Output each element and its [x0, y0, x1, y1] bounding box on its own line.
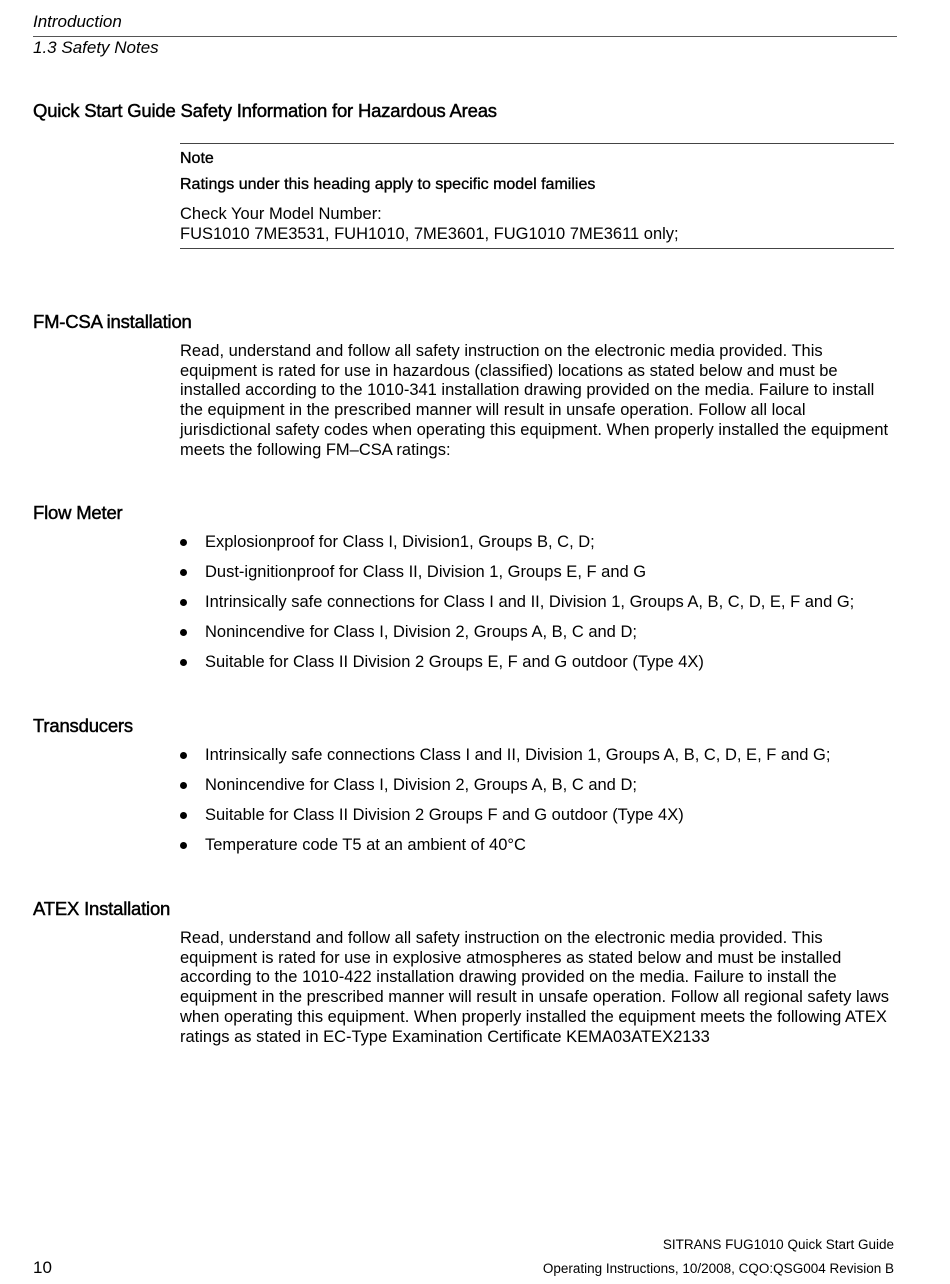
atex-heading: ATEX Installation: [33, 898, 171, 919]
flow-meter-item-text: Explosionproof for Class I, Division1, Groups B, C, D;: [205, 533, 595, 551]
flow-meter-item-text: Intrinsically safe connections for Class I and II, Division 1, Groups A, B, C, D, E, F and G;: [205, 593, 855, 611]
page-number: 10: [33, 1258, 52, 1277]
header-section: 1.3 Safety Notes: [33, 38, 159, 57]
bullet-icon: [180, 659, 187, 666]
note-top-rule: [180, 143, 894, 144]
note-label: Note: [180, 150, 214, 167]
flow-meter-item-text: Nonincendive for Class I, Division 2, Groups A, B, C and D;: [205, 623, 637, 641]
bullet-icon: [180, 599, 187, 606]
fm-csa-paragraph: Read, understand and follow all safety instruction on the electronic media provided. This equipment is rated for use in hazardous (classified) locations as stated below and must be installed according to the 1010-341 installation drawing provided on the media. Failure to install the equipment in the prescribed manner will result in unsafe operation. Follow all local jurisdictional safety codes when operating this equipment. When properly installed the equipment meets the following FM–CSA ratings:: [180, 342, 889, 459]
note-subtitle: Ratings under this heading apply to specific model families: [180, 176, 596, 193]
transducers-item-text: Temperature code T5 at an ambient of 40°C: [205, 836, 526, 854]
flow-meter-item-text: Dust-ignitionproof for Class II, Division 1, Groups E, F and G: [205, 563, 647, 581]
bullet-icon: [180, 539, 187, 546]
note-bottom-rule: [180, 248, 894, 249]
main-heading: Quick Start Guide Safety Information for Hazardous Areas: [33, 100, 497, 121]
bullet-icon: [180, 752, 187, 759]
fm-csa-heading: FM-CSA installation: [33, 311, 192, 332]
note-line-1: Check Your Model Number:: [180, 205, 382, 223]
bullet-icon: [180, 842, 187, 849]
note-line-2: FUS1010 7ME3531, FUH1010, 7ME3601, FUG1010 7ME3611 only;: [180, 225, 679, 243]
header-divider: [33, 36, 897, 37]
bullet-icon: [180, 629, 187, 636]
transducers-item-text: Nonincendive for Class I, Division 2, Groups A, B, C and D;: [205, 776, 637, 794]
footer-doc-title: SITRANS FUG1010 Quick Start Guide: [662, 1237, 894, 1252]
flow-meter-heading: Flow Meter: [33, 502, 123, 523]
flow-meter-item-text: Suitable for Class II Division 2 Groups E, F and G outdoor (Type 4X): [205, 653, 704, 671]
transducers-item-text: Suitable for Class II Division 2 Groups F and G outdoor (Type 4X): [205, 806, 684, 824]
header-chapter: Introduction: [33, 12, 122, 31]
footer-doc-info: Operating Instructions, 10/2008, CQO:QSG004 Revision B: [542, 1261, 894, 1276]
bullet-icon: [180, 782, 187, 789]
atex-paragraph: Read, understand and follow all safety instruction on the electronic media provided. This equipment is rated for use in explosive atmospheres as stated below and must be installed according to the 1010-422 installation drawing provided on the media. Failure to install the equipment in the prescribed manner will result in unsafe operation. Follow all regional safety laws when operating this equipment. When properly installed the equipment meets the following ATEX ratings as stated in EC-Type Examination Certificate KEMA03ATEX2133: [180, 929, 889, 1046]
transducers-item-text: Intrinsically safe connections Class I and II, Division 1, Groups A, B, C, D, E, F and G;: [205, 746, 831, 764]
bullet-icon: [180, 812, 187, 819]
transducers-heading: Transducers: [33, 715, 133, 736]
bullet-icon: [180, 569, 187, 576]
